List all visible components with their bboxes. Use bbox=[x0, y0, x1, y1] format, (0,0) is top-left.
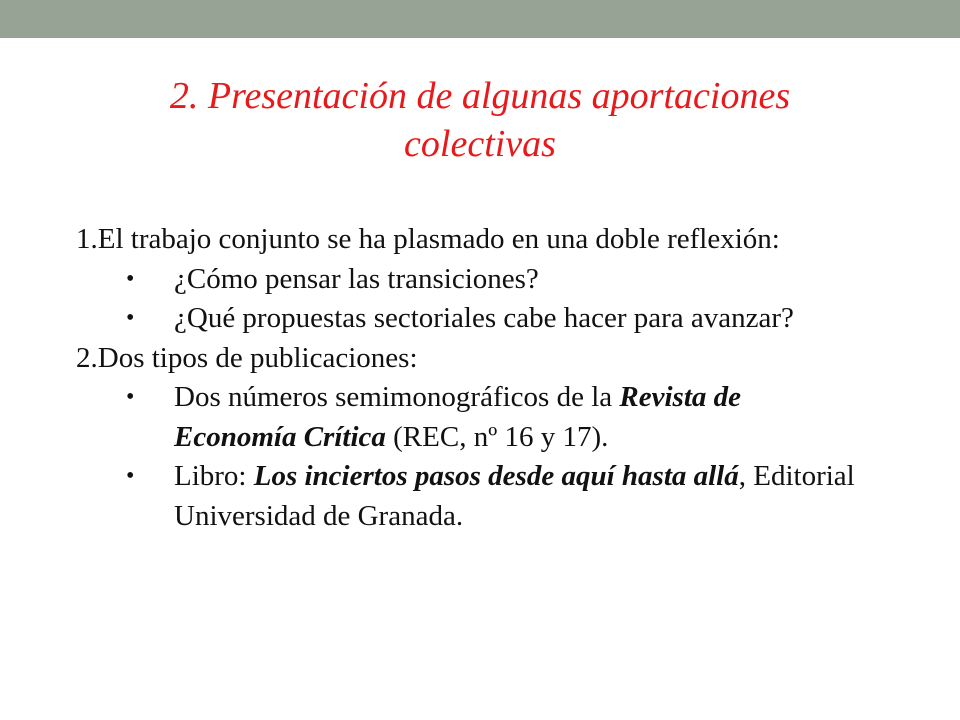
section-2-heading: 2.Dos tipos de publicaciones: bbox=[76, 341, 418, 374]
slide-title bbox=[60, 72, 900, 168]
bullet-text-pre: Libro: bbox=[174, 460, 254, 492]
section-1-bullets bbox=[76, 260, 896, 339]
bullet-item bbox=[76, 378, 896, 457]
bullet-item bbox=[76, 260, 896, 300]
bullet-text-pre: Dos números semimonográficos de la bbox=[174, 381, 620, 413]
journal-title: Revista de Economía Crítica bbox=[174, 381, 741, 453]
bullet-text: ¿Cómo pensar las transiciones? bbox=[174, 262, 539, 295]
section-1-heading: 1.El trabajo conjunto se ha plasmado en una doble reflexión: bbox=[76, 223, 780, 255]
bullet-dot-icon: • bbox=[126, 463, 135, 489]
bullet-dot-icon: • bbox=[126, 305, 135, 331]
section-2-bullets bbox=[76, 378, 896, 536]
bullet-dot-icon: • bbox=[126, 265, 135, 292]
bullet-text-post: , Editorial Universidad de Granada. bbox=[174, 460, 855, 532]
slide-title-line-2: colectivas bbox=[404, 123, 556, 165]
slide-body bbox=[76, 220, 896, 536]
book-title: Los inciertos pasos desde aquí hasta allá bbox=[253, 460, 739, 492]
slide-title-line-1: 2. Presentación de algunas aportaciones bbox=[169, 75, 791, 117]
top-bar bbox=[0, 0, 960, 38]
bullet-text-post: (REC, nº 16 y 17). bbox=[385, 420, 609, 453]
bullet-text: ¿Qué propuestas sectoriales cabe hacer para avanzar? bbox=[174, 302, 794, 334]
bullet-item bbox=[76, 457, 896, 536]
bullet-item bbox=[76, 299, 896, 339]
bullet-dot-icon: • bbox=[126, 384, 135, 410]
